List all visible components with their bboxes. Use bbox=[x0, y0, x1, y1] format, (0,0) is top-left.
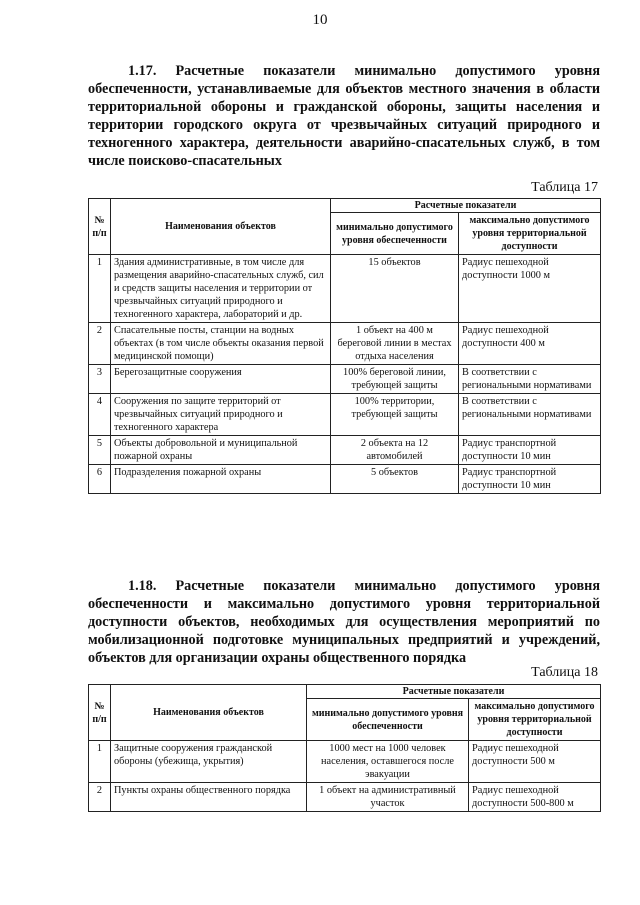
section-17-heading-text: Расчетные показатели минимально допустимого уровня обеспеченности, устанавливаемые для объектов местного значения в области территориальной обороны и гражданской обороны, защиты населения и территории городского округа от чрезвычайных ситуаций природного и техногенного характера, деятельности аварийно-спасательных служб, в том числе поисково-спасательных bbox=[88, 63, 601, 169]
row-number: 5 bbox=[89, 436, 111, 465]
table-18-body bbox=[89, 741, 601, 812]
row-number: 2 bbox=[89, 323, 111, 365]
row-max-value: Радиус пешеходной доступности 500-800 м bbox=[469, 783, 601, 812]
row-max-value: В соответствии с региональными нормативами bbox=[459, 394, 601, 436]
table-row bbox=[89, 465, 601, 494]
header-max: максимально допустимого уровня территориальной доступности bbox=[469, 699, 601, 741]
page-number: 10 bbox=[312, 12, 328, 28]
row-min-value: 1 объект на административный участок bbox=[307, 783, 469, 812]
row-max-value: Радиус пешеходной доступности 400 м bbox=[459, 323, 601, 365]
row-max-value: Радиус пешеходной доступности 500 м bbox=[469, 741, 601, 783]
row-min-value: 5 объектов bbox=[331, 465, 459, 494]
row-object-name: Объекты добровольной и муниципальной пожарной охраны bbox=[111, 436, 331, 465]
section-18-heading bbox=[88, 577, 600, 667]
table-row bbox=[89, 436, 601, 465]
row-number: 6 bbox=[89, 465, 111, 494]
header-name: Наименования объектов bbox=[111, 685, 307, 741]
row-max-value: Радиус пешеходной доступности 1000 м bbox=[459, 255, 601, 323]
table-row bbox=[89, 255, 601, 323]
row-object-name: Сооружения по защите территорий от чрезвычайных ситуаций природного и техногенного характера bbox=[111, 394, 331, 436]
header-name: Наименования объектов bbox=[111, 199, 331, 255]
header-max: максимально допустимого уровня территориальной доступности bbox=[459, 213, 601, 255]
row-number: 3 bbox=[89, 365, 111, 394]
row-min-value: 1 объект на 400 м береговой линии в местах отдыха населения bbox=[331, 323, 459, 365]
header-num: № п/п bbox=[89, 685, 111, 741]
row-max-value: В соответствии с региональными нормативами bbox=[459, 365, 601, 394]
header-num: № п/п bbox=[89, 199, 111, 255]
table-row bbox=[89, 741, 601, 783]
row-max-value: Радиус транспортной доступности 10 мин bbox=[459, 436, 601, 465]
table-row bbox=[89, 323, 601, 365]
row-number: 1 bbox=[89, 741, 111, 783]
table-row bbox=[89, 783, 601, 812]
row-object-name: Пункты охраны общественного порядка bbox=[111, 783, 307, 812]
table-18-caption: Таблица 18 bbox=[531, 665, 598, 680]
row-object-name: Защитные сооружения гражданской обороны (убежища, укрытия) bbox=[111, 741, 307, 783]
header-group: Расчетные показатели bbox=[307, 685, 601, 699]
row-min-value: 100% береговой линии, требующей защиты bbox=[331, 365, 459, 394]
row-min-value: 100% территории, требующей защиты bbox=[331, 394, 459, 436]
row-min-value: 2 объекта на 12 автомобилей bbox=[331, 436, 459, 465]
table-17-body bbox=[89, 255, 601, 494]
header-min: минимально допустимого уровня обеспеченности bbox=[307, 699, 469, 741]
section-18-number: 1.18. bbox=[128, 578, 157, 594]
row-max-value: Радиус транспортной доступности 10 мин bbox=[459, 465, 601, 494]
row-object-name: Берегозащитные сооружения bbox=[111, 365, 331, 394]
row-number: 2 bbox=[89, 783, 111, 812]
table-17-caption: Таблица 17 bbox=[531, 180, 598, 195]
row-object-name: Здания административные, в том числе для размещения аварийно-спасательных служб, сил и средств защиты населения и территории от чрезвычайных ситуаций природного и техногенного характера, лабораторий и др. bbox=[111, 255, 331, 323]
section-17-heading bbox=[88, 62, 600, 170]
row-number: 4 bbox=[89, 394, 111, 436]
table-17 bbox=[88, 198, 601, 494]
table-18 bbox=[88, 684, 601, 812]
row-min-value: 1000 мест на 1000 человек населения, оставшегося после эвакуации bbox=[307, 741, 469, 783]
row-object-name: Подразделения пожарной охраны bbox=[111, 465, 331, 494]
section-18-heading-text: Расчетные показатели минимально допустимого уровня обеспеченности и максимально допустимого уровня территориальной доступности объектов, необходимых для осуществления мероприятий по мобилизационной подготовке муниципальных предприятий и учреждений, объектов для организации охраны общественного порядка bbox=[88, 578, 601, 666]
section-17-number: 1.17. bbox=[128, 63, 157, 79]
table-row bbox=[89, 365, 601, 394]
row-object-name: Спасательные посты, станции на водных объектах (в том числе объекты оказания первой медицинской помощи) bbox=[111, 323, 331, 365]
header-group: Расчетные показатели bbox=[331, 199, 601, 213]
row-number: 1 bbox=[89, 255, 111, 323]
header-min: минимально допустимого уровня обеспеченности bbox=[331, 213, 459, 255]
row-min-value: 15 объектов bbox=[331, 255, 459, 323]
table-row bbox=[89, 394, 601, 436]
